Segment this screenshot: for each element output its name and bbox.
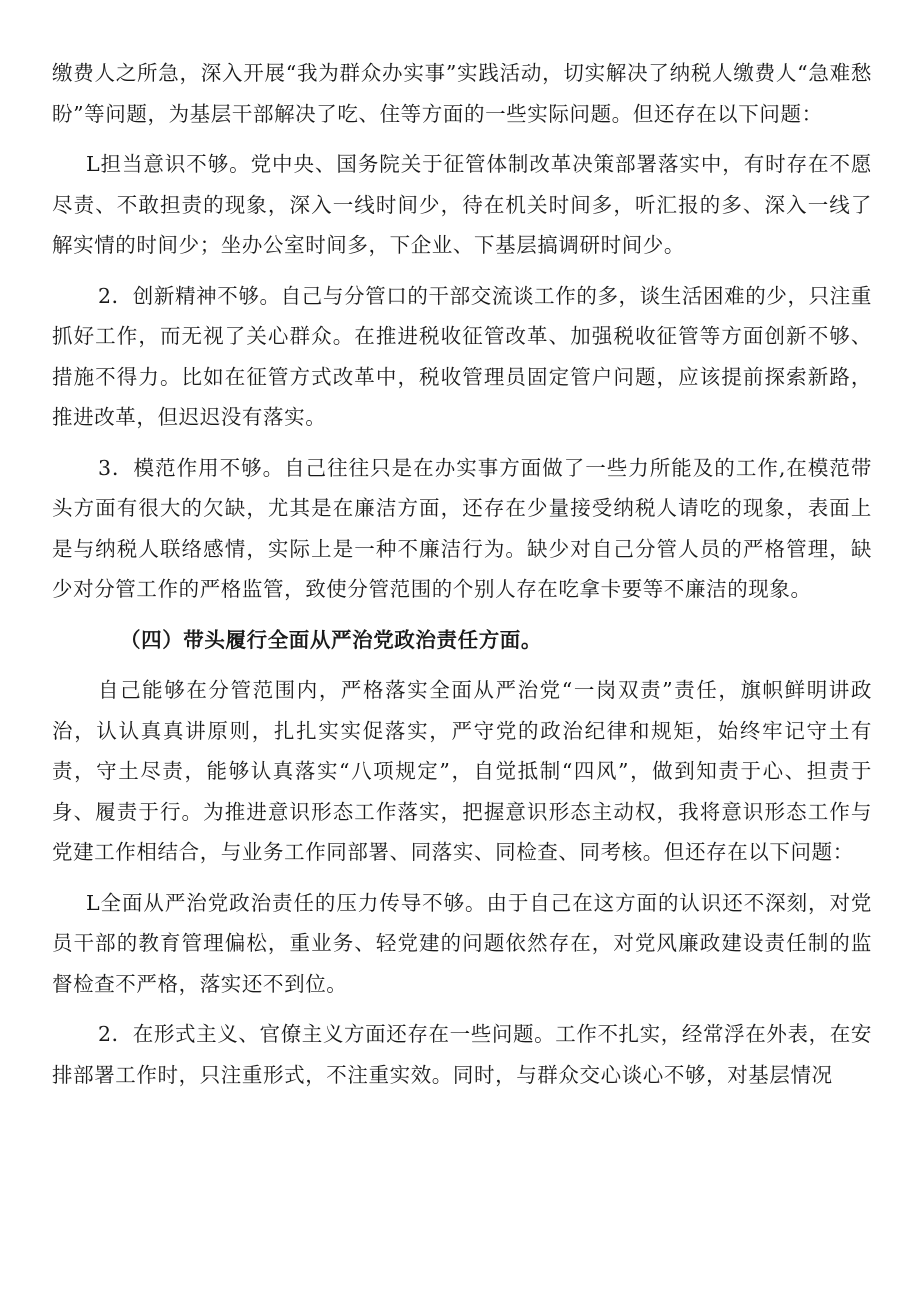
section-heading: （四）带头履行全面从严治党政治责任方面。	[120, 627, 542, 652]
paragraph-section-issue-2: 2．在形式主义、官僚主义方面还存在一些问题。工作不扎实，经常浮在外表，在安排部署工作时，只注重形式，不注重实效。同时，与群众交心谈心不够，对基层情况	[52, 1022, 872, 1087]
paragraph-issue-3: 3．模范作用不够。自己往往只是在办实事方面做了一些力所能及的工作,在模范带头方面有很大的欠缺，尤其是在廉洁方面，还存在少量接受纳税人请吃的现象，表面上是与纳税人联络感情，实际上是一种不廉洁行为。缺少对自己分管人员的严格管理，缺少对分管工作的严格监管，致使分管范围的个别人存在吃拿卡要等不廉洁的现象。	[52, 455, 872, 601]
paragraph-issue-2: 2．创新精神不够。自己与分管口的干部交流谈工作的多，谈生活困难的少，只注重抓好工作，而无视了关心群众。在推进税收征管改革、加强税收征管等方面创新不够、措施不得力。比如在征管方式改革中，税收管理员固定管户问题，应该提前探索新路，推进改革，但迟迟没有落实。	[52, 283, 872, 429]
document-body	[52, 53, 872, 1105]
paragraph-issue-1: L担当意识不够。党中央、国务院关于征管体制改革决策部署落实中，有时存在不愿尽责、不敢担责的现象，深入一线时间少，待在机关时间多，听汇报的多、深入一线了解实情的时间少；坐办公室时间多，下企业、下基层搞调研时间少。	[52, 152, 872, 257]
paragraph-section-intro: 自己能够在分管范围内，严格落实全面从严治党“一岗双责”责任，旗帜鲜明讲政治，认认真真讲原则，扎扎实实促落实，严守党的政治纪律和规矩，始终牢记守土有责，守土尽责，能够认真落实“八项规定”，自觉抵制“四风”，做到知责于心、担责于身、履责于行。为推进意识形态工作落实，把握意识形态主动权，我将意识形态工作与党建工作相结合，与业务工作同部署、同落实、同检查、同考核。但还存在以下问题：	[52, 678, 872, 864]
paragraph-continuation: 缴费人之所急，深入开展“我为群众办实事”实践活动，切实解决了纳税人缴费人“急难愁盼”等问题，为基层干部解决了吃、住等方面的一些实际问题。但还存在以下问题：	[52, 61, 872, 126]
paragraph-section-issue-1: L全面从严治党政治责任的压力传导不够。由于自己在这方面的认识还不深刻，对党员干部的教育管理偏松，重业务、轻党建的问题依然存在，对党风廉政建设责任制的监督检查不严格，落实还不到位。	[52, 890, 872, 996]
